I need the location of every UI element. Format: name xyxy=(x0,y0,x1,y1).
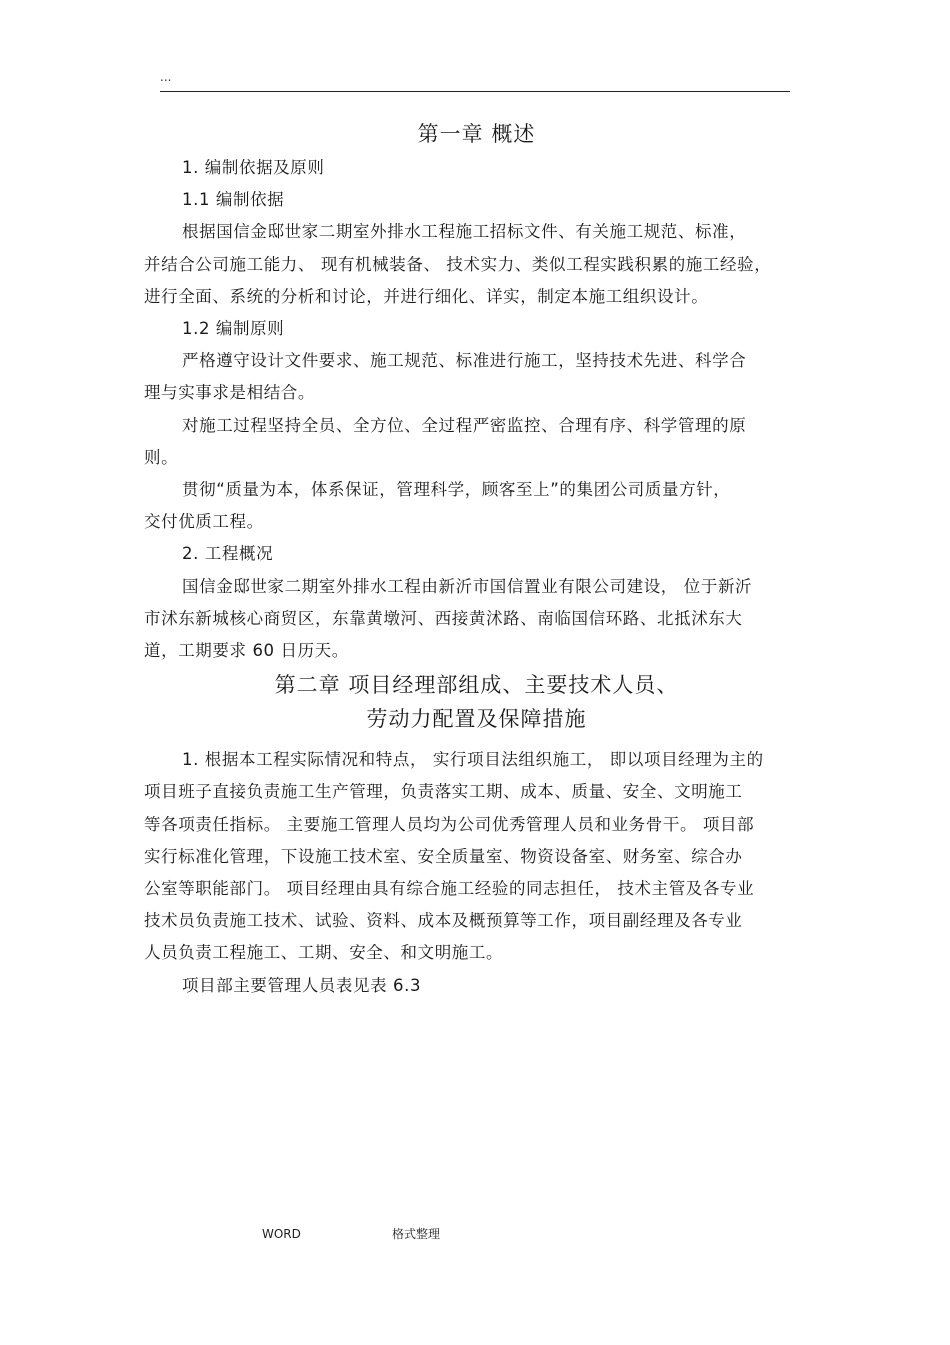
paragraph-line: 等各项责任指标。 主要施工管理人员均为公司优秀管理人员和业务骨干。 项目部 xyxy=(144,814,755,834)
subsection-heading-1-1: 1.1 编制依据 xyxy=(182,190,285,210)
paragraph-line: 对施工过程坚持全员、全方位、全过程严密监控、合理有序、科学管理的原 xyxy=(182,415,747,435)
paragraph-line: 并结合公司施工能力、 现有机械装备、 技术实力、类似工程实践积累的施工经验， xyxy=(144,254,772,274)
paragraph-line: 技术员负责施工技术、试验、资料、成本及概预算等工作，项目副经理及各专业 xyxy=(144,911,743,931)
chapter1-title: 第一章 概述 xyxy=(417,122,536,146)
header-mark: ... xyxy=(160,70,172,84)
subsection-heading-1-2: 1.2 编制原则 xyxy=(182,319,285,339)
chapter2-title-line1: 第二章 项目经理部组成、主要技术人员、 xyxy=(274,673,679,698)
chapter2-title-line2: 劳动力配置及保障措施 xyxy=(366,707,587,732)
paragraph-line: 项目班子直接负责施工生产管理，负责落实工期、成本、质量、安全、文明施工 xyxy=(144,782,743,802)
section-heading-2: 2. 工程概况 xyxy=(182,544,274,564)
paragraph-line: 根据国信金邸世家二期室外排水工程施工招标文件、有关施工规范、标准， xyxy=(182,222,747,242)
paragraph-line: 贯彻“质量为本，体系保证，管理科学，顾客至上”的集团公司质量方针， xyxy=(182,480,731,500)
document-body xyxy=(144,117,809,1002)
header-rule xyxy=(160,91,790,92)
paragraph-line: 则。 xyxy=(144,447,179,467)
footer-right-text: 格式整理 xyxy=(392,1227,441,1241)
paragraph-line: 国信金邸世家二期室外排水工程由新沂市国信置业有限公司建设， 位于新沂 xyxy=(182,576,753,596)
paragraph-line: 道，工期要求 60 日历天。 xyxy=(144,641,349,661)
paragraph-line: 人员负责工程施工、工期、安全、和文明施工。 xyxy=(144,943,504,963)
paragraph-line: 市沭东新城核心商贸区，东靠黄墩河、西接黄沭路、南临国信环路、北抵沭东大 xyxy=(144,608,743,628)
paragraph-line: 严格遵守设计文件要求、施工规范、标准进行施工，坚持技术先进、科学合 xyxy=(182,351,747,371)
paragraph-line: 公室等职能部门。 项目经理由具有综合施工经验的同志担任， 技术主管及各专业 xyxy=(144,879,755,899)
paragraph-line: 进行全面、系统的分析和讨论，并进行细化、详实，制定本施工组织设计。 xyxy=(144,286,709,306)
footer-left-text: WORD xyxy=(262,1227,301,1241)
paragraph-line: 1. 根据本工程实际情况和特点， 实行项目法组织施工， 即以项目经理为主的 xyxy=(182,750,764,770)
paragraph-line: 理与实事求是相结合。 xyxy=(144,383,315,403)
paragraph-line: 实行标准化管理，下设施工技术室、安全质量室、物资设备室、财务室、综合办 xyxy=(144,846,743,866)
table-reference-line: 项目部主要管理人员表见表 6.3 xyxy=(182,975,422,995)
section-heading-1: 1. 编制依据及原则 xyxy=(182,158,325,177)
paragraph-line: 交付优质工程。 xyxy=(144,512,264,532)
